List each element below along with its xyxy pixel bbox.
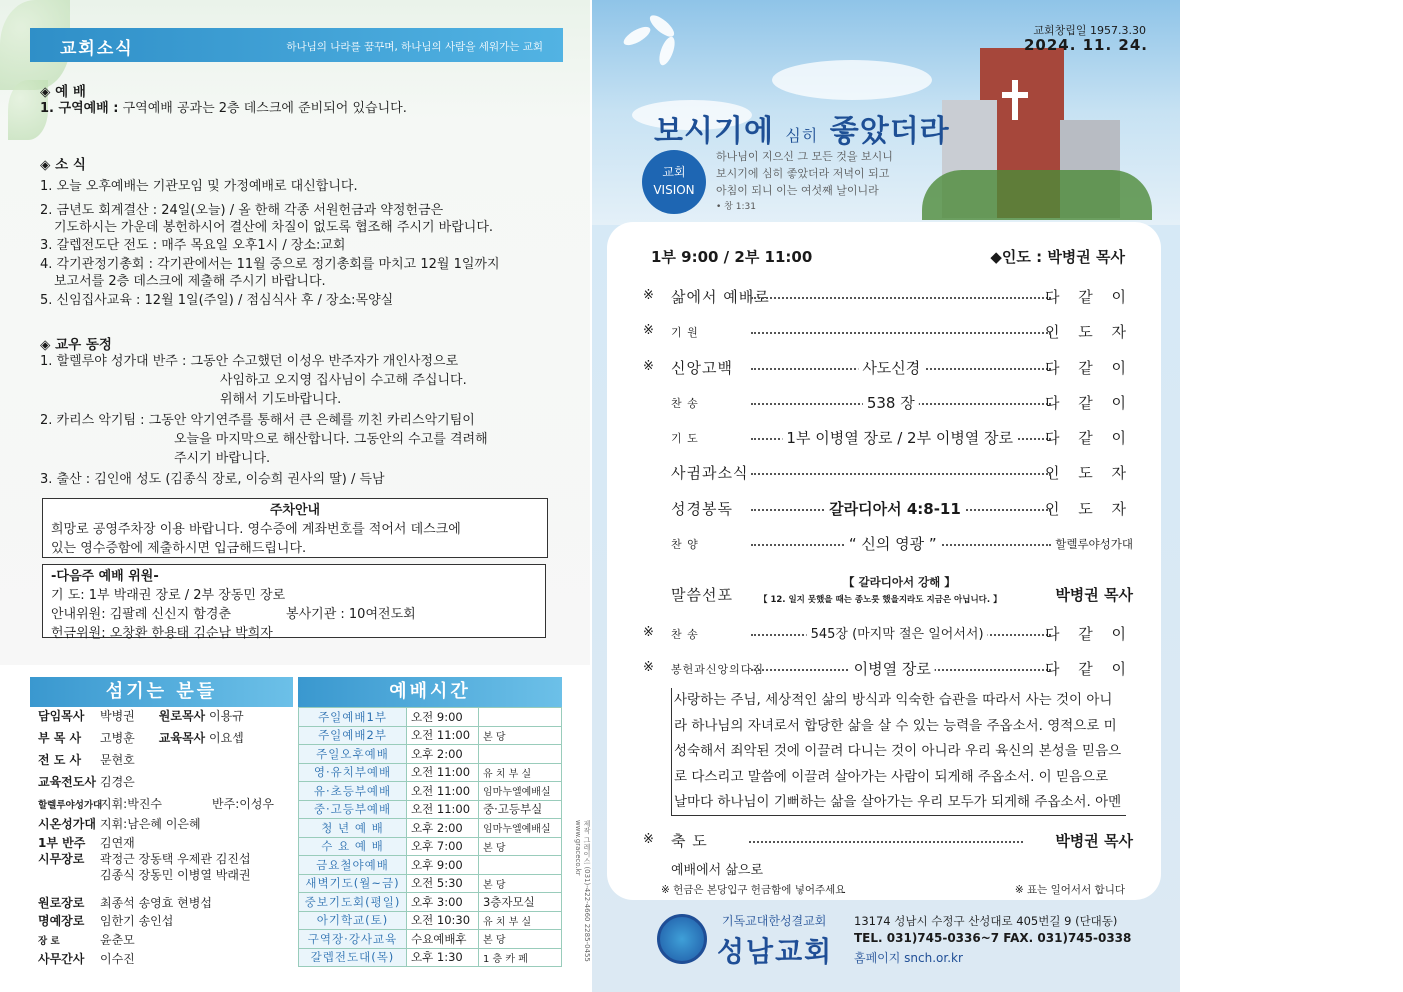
members-heading: ◈ 교우 동정 (40, 337, 112, 353)
staff-name: 박병권 (100, 709, 135, 723)
vision-badge: 교회 VISION (642, 150, 706, 214)
member-item: 오늘을 마지막으로 해산합니다. 그동안의 수고를 격려해 (174, 432, 488, 447)
sermon-subtitle: 【 12. 일지 못했을 때는 종노릇 했을지라도 지금은 아닙니다. 】 (759, 595, 1002, 605)
worship-time-row: 갈렙전도대(목) 오후 1:30 1 층 카 페 (299, 948, 562, 967)
staff-row (38, 729, 244, 746)
order-who: 다 같 이 (1044, 429, 1133, 447)
cross-icon (1012, 80, 1018, 120)
sermon-row (643, 576, 1133, 616)
order-detail: 1부 이병열 장로 / 2부 이병열 장로 (782, 427, 1017, 448)
news-item: 4. 각기관정기총회 : 각기관에서는 11월 중으로 정기총회를 마치고 12월 1일까지 (40, 257, 500, 272)
staff-name: 지휘:박진수 (100, 797, 163, 811)
worship-heading: ◈ 예 배 (40, 84, 86, 100)
staff-role: 교육전도사 (38, 775, 96, 789)
staff-row (38, 912, 173, 929)
staff-name: 곽정근 장동택 우제관 김진섭 (100, 852, 251, 866)
news-heading: ◈ 소 식 (40, 157, 86, 173)
standing-note: ※ 표는 일어서서 합니다 (1014, 884, 1125, 896)
staff-row (38, 795, 274, 812)
worship-time-row: 중보기도회(평일) 오후 3:00 3층자모실 (299, 893, 562, 912)
parking-title: 주차안내 (269, 503, 321, 518)
member-item: 1. 할렐루야 성가대 반주 : 그동안 수고했던 이성우 반주자가 개인사정으로 (40, 354, 459, 369)
staff-row (38, 751, 135, 768)
staff-name: 윤춘모 (100, 933, 135, 947)
parking-text: 있는 영수증함에 제출하시면 입금해드립니다. (51, 541, 307, 556)
banner-title: 교회소식 (60, 39, 134, 59)
staff-row (38, 815, 201, 832)
news-item: 2. 금년도 회계결산 : 24일(오늘) / 올 한해 각종 서원헌금과 약정헌금은 (40, 203, 444, 218)
worship-time-row: 주일예배1부 오전 9:00 (299, 708, 562, 727)
order-item: ※ 신앙고백 사도신경 다 같 이 (643, 359, 1133, 377)
prayer-line: 라 하나님의 자녀로서 합당한 삶을 살 수 있는 능력을 주옵소서. 영적으로 미 (674, 717, 1117, 734)
news-item: 5. 신임집사교육 : 12월 1일(주일) / 점심식사 후 / 장소:목양실 (40, 293, 394, 308)
parking-notice (42, 498, 548, 558)
worship-time-row: 주일예배2부 오전 11:00 본 당 (299, 726, 562, 745)
next-week-title: -다음주 예배 위원- (51, 569, 159, 584)
slogan: 보시기에 심히 좋았더라 (654, 114, 950, 149)
staff-row (38, 866, 251, 883)
order-item (643, 427, 1133, 449)
closing-text: 예배에서 삶으로 (671, 863, 764, 878)
staff-row (38, 834, 135, 851)
staff-name: 김연재 (100, 836, 135, 850)
order-detail: 사도신경 (858, 357, 924, 378)
offering-note: ※ 헌금은 본당입구 헌금함에 넣어주세요 (661, 884, 846, 896)
staff-role: 시무장로 (38, 852, 85, 866)
service-leader: ◆인도 : 박병권 목사 (990, 248, 1125, 266)
next-week-ushers: 안내위원: 김팔례 신신지 함경춘 봉사기관 : 10여전도회 (51, 607, 416, 622)
staff-name: 이용규 (205, 709, 244, 723)
next-week-prayer: 기 도: 1부 박래권 장로 / 2부 장동민 장로 (51, 588, 286, 603)
order-who: 인 도 자 (1044, 500, 1133, 518)
parking-text: 희망로 공영주차장 이용 바랍니다. 영수증에 계좌번호를 적어서 데스크에 (51, 522, 461, 537)
staff-role: 명예장로 (38, 914, 85, 928)
worship-time-row: 새벽기도(월~금) 오전 5:30 본 당 (299, 874, 562, 893)
member-item: 2. 카리스 악기팀 : 그동안 악기연주를 통해서 큰 은혜를 끼친 카리스악기팀이 (40, 413, 475, 428)
order-who: 인 도 자 (1044, 323, 1133, 341)
order-label: 기 도 (671, 432, 699, 445)
trees (922, 170, 1152, 220)
order-detail: 갈라디아서 4:8-11 (825, 498, 965, 519)
benediction-row: ※ 축 도 박병권 목사 (643, 832, 1133, 850)
staff-title: 섬기는 분들 (30, 677, 293, 707)
order-item: ※ 삶에서 예배로 다 같 이 (643, 288, 1133, 306)
benediction-label: 축 도 (671, 832, 708, 850)
benediction-who: 박병권 목사 (1055, 832, 1133, 850)
sermon-label: 말씀선포 (671, 586, 733, 604)
church-name: 성남교회 (717, 935, 834, 968)
staff-row (38, 773, 135, 790)
worship-time-row: 금요철야예배 오후 9:00 (299, 856, 562, 875)
order-label: 삶에서 예배로 (671, 288, 770, 306)
bulletin-date: 2024. 11. 24. (1023, 36, 1148, 54)
order-item: ※ 봉헌과신앙의다짐 이병열 장로 다 같 이 (643, 660, 1133, 678)
vision-verse: 하나님이 지으신 그 모든 것을 보시니 보시기에 심히 좋았더라 저녁이 되고 아침이 되니 이는 여섯째 날이니라 • 창 1:31 (716, 150, 893, 212)
cross-icon (1002, 92, 1028, 98)
news-item: 보고서를 2층 데스크에 제출해 주시기 바랍니다. (54, 274, 326, 289)
member-item: 사임하고 오지영 집사님이 수고해 주십니다. (220, 373, 467, 388)
order-item (643, 462, 1133, 484)
worship-time-row: 아기학교(토) 오전 10:30 유 치 부 실 (299, 911, 562, 930)
order-label: 찬 송 (671, 397, 699, 410)
worship-time-row: 수 요 예 배 오후 7:00 본 당 (299, 837, 562, 856)
order-item (643, 498, 1133, 520)
staff-name: 고병훈 (100, 731, 135, 745)
staff-name: 이요셉 (205, 731, 244, 745)
order-label: 기 원 (671, 326, 699, 339)
staff-role: 전 도 사 (38, 753, 82, 767)
church-logo-icon (657, 914, 707, 964)
order-label: 찬 양 (671, 538, 699, 551)
worship-time-row: 영·유치부예배 오전 11:00 유 치 부 실 (299, 763, 562, 782)
worship-time-row: 청 년 예 배 오후 2:00 임마누엘예배실 (299, 819, 562, 838)
staff-name: 김경은 (100, 775, 135, 789)
times-title: 예배시간 (298, 677, 562, 707)
next-week-committee (42, 564, 546, 641)
cloud (772, 60, 932, 100)
staff-row (38, 707, 244, 724)
order-item: ※ 기 원 인 도 자 (643, 323, 1133, 341)
staff-role: 시온성가대 (38, 817, 96, 831)
order-who: 다 같 이 (1044, 288, 1133, 306)
staff-role: 원로목사 (158, 709, 206, 723)
order-label: 찬 송 (671, 628, 699, 641)
order-who: 다 같 이 (1044, 359, 1133, 377)
staff-name: 반주:이성우 (212, 797, 275, 811)
order-label: 봉헌과신앙의다짐 (671, 663, 765, 676)
order-label: 사귐과소식 (671, 464, 749, 482)
staff-name: 김종식 장동민 이병열 박래권 (100, 868, 251, 882)
order-item (643, 533, 1133, 555)
church-phone: TEL. 031)745-0336~7 FAX. 031)745-0338 (854, 931, 1132, 945)
order-label: 성경봉독 (671, 500, 733, 518)
staff-role: 사무간사 (38, 952, 85, 966)
service-times: 1부 9:00 / 2부 11:00 (651, 248, 813, 266)
order-detail: 이병열 장로 (850, 658, 935, 679)
member-item: 주시기 바랍니다. (174, 451, 271, 466)
denomination: 기독교대한성결교회 (722, 914, 827, 928)
worship-time-row: 구역장·강사교육 수요예배후 본 당 (299, 930, 562, 949)
prayer-line: 로 다스리고 말씀에 이끌려 살아가는 사람이 되게해 주옵소서. 이 믿음으로 (674, 768, 1109, 785)
order-item (643, 392, 1133, 414)
prayer-line: 날마다 하나님이 기뻐하는 삶을 살아가는 우리 모두가 되게해 주옵소서. 아멘 (674, 794, 1122, 810)
news-item: 1. 오늘 오후예배는 기관모임 및 가정예배로 대신합니다. (40, 179, 358, 194)
order-label: 신앙고백 (671, 359, 733, 377)
staff-role: 장 로 (38, 936, 60, 947)
worship-time-row: 유·초등부예배 오전 11:00 임마누엘예배실 (299, 782, 562, 801)
order-who: 다 같 이 (1044, 660, 1133, 678)
church-footer (592, 900, 1180, 992)
order-who: 다 같 이 (1044, 394, 1133, 412)
news-item: 3. 갈렙전도단 전도 : 매주 목요일 오후1시 / 장소:교회 (40, 238, 346, 253)
church-website[interactable]: 홈페이지 snch.or.kr (854, 951, 963, 965)
staff-row (38, 931, 135, 948)
order-item: ※ 찬 송 545장 (마지막 절은 일어서서) 다 같 이 (643, 625, 1133, 643)
printer-credit: 제작 그레이스 (031)-422-4660 2285-0455 www.graceco.kr (574, 820, 591, 962)
worship-time-row: 중·고등부예배 오전 11:00 중·고등부실 (299, 800, 562, 819)
prayer-box (671, 688, 1126, 816)
founding-date: 교회창립일 1957.3.30 (1033, 24, 1146, 37)
order-detail: 545장 (마지막 절은 일어서서) (807, 623, 988, 642)
order-detail: 538 장 (863, 392, 919, 413)
staff-name: 문현호 (100, 753, 135, 767)
next-week-offering: 헌금위원: 오창환 한용태 김순남 박희자 (51, 626, 273, 641)
preacher: 박병권 목사 (1055, 586, 1133, 604)
staff-name: 최종석 송영효 현병섭 (100, 896, 212, 910)
staff-row (38, 850, 251, 867)
prayer-line: 사랑하는 주님, 세상적인 삶의 방식과 익숙한 습관을 따라서 사는 것이 아니 (674, 692, 1113, 708)
order-who: 다 같 이 (1044, 625, 1133, 643)
staff-row (38, 950, 135, 967)
worship-item: 1. 구역예배 : 구역예배 공과는 2층 데스크에 준비되어 있습니다. (40, 101, 407, 116)
sermon-title: 【 갈라디아서 강해 】 (843, 575, 956, 589)
staff-role: 할렐루야성가대 (38, 800, 103, 811)
member-item: 3. 출산 : 김인애 성도 (김종식 장로, 이승희 권사의 딸) / 득남 (40, 472, 385, 487)
staff-row (38, 894, 212, 911)
staff-name: 이수진 (100, 952, 135, 966)
church-address: 13174 성남시 수정구 산성대로 405번길 9 (단대동) (854, 914, 1118, 928)
worship-times-table (298, 707, 562, 967)
member-item: 위해서 기도바랍니다. (220, 392, 342, 407)
order-detail: “ 신의 영광 ” (845, 533, 941, 554)
order-who: 할렐루야성가대 (1055, 537, 1133, 551)
staff-role: 담임목사 (38, 709, 85, 723)
staff-role: 부 목 사 (38, 731, 82, 745)
news-item: 기도하시는 가운데 봉헌하시어 결산에 차질이 없도록 협조해 주시기 바랍니다. (54, 220, 494, 235)
banner-subtitle: 하나님의 나라를 꿈꾸며, 하나님의 사람을 세워가는 교회 (286, 41, 543, 53)
staff-name: 임한기 송인섭 (100, 914, 174, 928)
news-banner (30, 28, 563, 62)
news-panel (0, 0, 590, 992)
staff-role: 1부 반주 (38, 836, 86, 850)
staff-name: 지휘:남은혜 이은혜 (100, 817, 201, 831)
prayer-line: 성숙해서 죄악된 것에 이끌려 다니는 것이 아니라 우리 육신의 본성을 믿음으 (674, 743, 1122, 759)
order-who: 인 도 자 (1044, 464, 1133, 482)
staff-role: 교육목사 (158, 731, 206, 745)
worship-time-row: 주일오후예배 오후 2:00 (299, 745, 562, 764)
staff-role: 원로장로 (38, 896, 85, 910)
